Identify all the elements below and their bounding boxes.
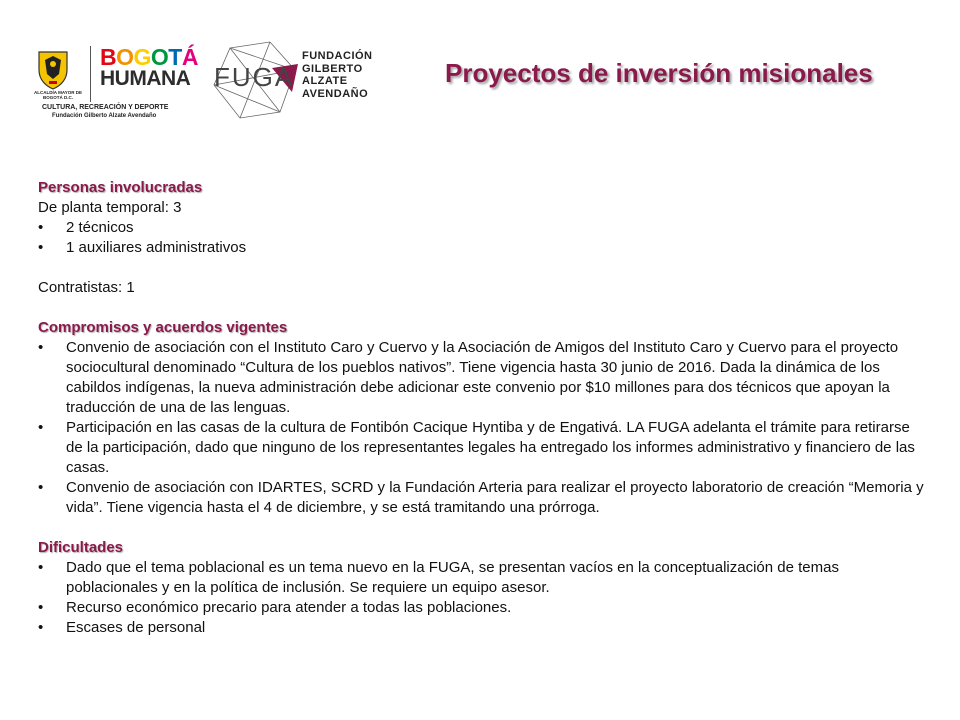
bogota-letter: G — [133, 44, 151, 70]
list-item: • Recurso económico precario para atender a todas las poblaciones. — [38, 598, 928, 618]
bogota-subcaption: Fundación Gilberto Alzate Avendaño — [52, 113, 157, 119]
section-title-compromisos: Compromisos y acuerdos vigentes — [38, 319, 288, 336]
fuga-logo — [210, 40, 388, 128]
bogota-crest-icon — [36, 48, 70, 90]
logo-divider — [90, 46, 91, 102]
planta-list — [38, 218, 928, 258]
fuga-name-lines — [302, 50, 373, 100]
humana-wordmark: HUMANA — [100, 67, 191, 90]
section-title-dificultades: Dificultades — [38, 539, 124, 556]
planta-temporal-text: De planta temporal: 3 — [38, 199, 182, 216]
spacer — [38, 258, 928, 278]
bogota-letter: T — [168, 44, 182, 70]
bogota-humana-logo — [28, 40, 208, 128]
list-item: • 2 técnicos — [38, 218, 928, 238]
spacer — [38, 298, 928, 318]
compromisos-list — [38, 338, 928, 518]
section-title-personas: Personas involucradas — [38, 179, 203, 196]
contratistas-text: Contratistas: 1 — [38, 279, 135, 296]
dificultades-list — [38, 558, 928, 638]
bogota-letter: Á — [181, 44, 198, 70]
bogota-letter: O — [150, 44, 169, 70]
header-logos — [28, 40, 388, 128]
crest-caption: ALCALDÍA MAYOR DE BOGOTÁ D.C. — [34, 90, 82, 100]
list-item: • Escases de personal — [38, 618, 928, 638]
bogota-wordmark — [100, 46, 198, 68]
bogota-caption: CULTURA, RECREACIÓN Y DEPORTE — [42, 104, 169, 111]
list-item: • Convenio de asociación con IDARTES, SCRD y la Fundación Arteria para realizar el proyecto laboratorio de creación “Memoria y vida”. Tiene vigencia hasta el 4 de diciembre, y se está tramitando una prórroga. — [38, 478, 928, 518]
list-item: • Participación en las casas de la cultura de Fontibón Cacique Hyntiba y de Engativá. LA FUGA adelanta el trámite para retirarse de la participación, dado que ninguno de los representantes legales ha entregado los informes administrativo y financiero de las casas. — [38, 418, 928, 478]
fuga-line: ALZATE — [302, 75, 348, 87]
fuga-line: AVENDAÑO — [302, 87, 369, 100]
list-item: • Convenio de asociación con el Instituto Caro y Cuervo y la Asociación de Amigos del Instituto Caro y Cuervo para el proyecto sociocultural denominado “Cultura de los pueblos nativos”. Tiene vigencia hasta 30 junio de 2016. Dada la dinámica de los cabildos indígenas, la nueva administración debe adicionar este convenio por $10 millones para dos técnicos que apoyan la traducción de una de las lenguas. — [38, 338, 928, 418]
list-item: • 1 auxiliares administrativos — [38, 238, 928, 258]
list-item: • Dado que el tema poblacional es un tema nuevo en la FUGA, se presentan vacíos en la conceptualización de temas poblacionales y en la política de inclusión. Se requiere un equipo asesor. — [38, 558, 928, 598]
slide-title: Proyectos de inversión misionales — [445, 58, 873, 88]
spacer — [38, 518, 928, 538]
fuga-wordmark: FUGA — [214, 62, 295, 92]
fuga-line: GILBERTO — [302, 62, 363, 75]
bogota-letter: O — [116, 44, 134, 70]
slide-content — [38, 178, 928, 638]
fuga-line: FUNDACIÓN — [302, 50, 373, 62]
bogota-letter: B — [100, 44, 117, 70]
